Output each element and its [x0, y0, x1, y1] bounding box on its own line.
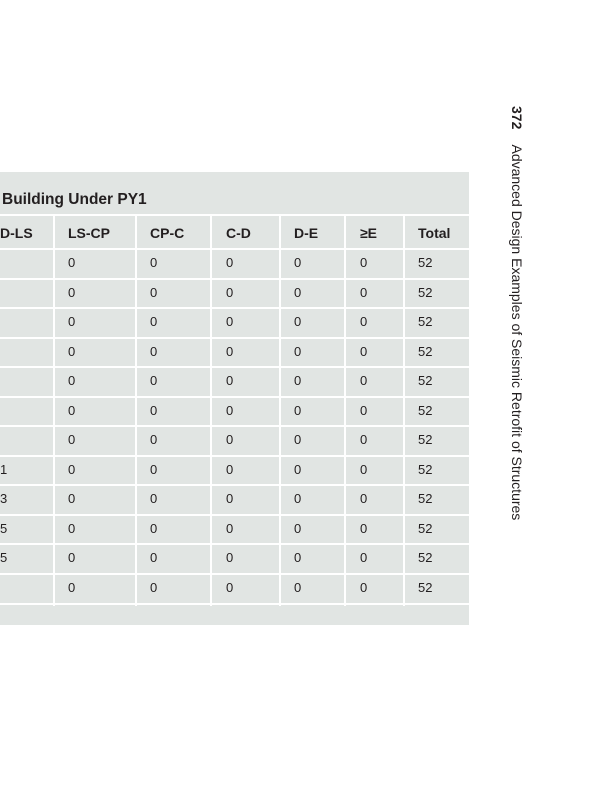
- column-header: C-D: [226, 225, 251, 241]
- table-cell: 0: [294, 491, 302, 506]
- table-cell: 0: [68, 579, 76, 595]
- table-cell: 0: [150, 579, 158, 595]
- row-divider: [0, 214, 469, 216]
- table-panel: [0, 172, 469, 625]
- table-cell: 52: [418, 284, 433, 300]
- table-cell: 0: [68, 550, 76, 565]
- table-cell: 0: [150, 461, 158, 477]
- table-cell: 0: [226, 579, 234, 595]
- table-cell: 0: [360, 432, 368, 447]
- column-header: Total: [418, 225, 451, 241]
- table-cell: 52: [418, 520, 433, 536]
- column-header: LS-CP: [68, 225, 110, 241]
- table-cell: 5: [0, 550, 8, 565]
- table-cell: 0: [294, 432, 302, 447]
- table-cell: 0: [360, 255, 368, 270]
- table-cell: 52: [418, 402, 433, 418]
- table-cell: 52: [418, 373, 433, 388]
- table-cell: 0: [360, 373, 368, 388]
- table-cell: 0: [68, 520, 76, 536]
- table-cell: 0: [150, 432, 158, 447]
- table-cell: 0: [294, 314, 302, 329]
- table-cell: 52: [418, 343, 433, 359]
- table-cell: 0: [294, 373, 302, 388]
- table-cell: 0: [68, 284, 76, 300]
- column-divider: [344, 214, 346, 606]
- table-cell: 0: [68, 491, 76, 506]
- table-cell: 52: [418, 314, 433, 329]
- table-cell: 0: [294, 255, 302, 270]
- table-cell: 0: [294, 579, 302, 595]
- table-cell: 0: [68, 461, 76, 477]
- table-cell: 0: [150, 314, 158, 329]
- table-cell: 0: [226, 491, 234, 506]
- table-cell: 52: [418, 461, 433, 477]
- table-cell: 0: [294, 284, 302, 300]
- table-cell: 0: [360, 343, 368, 359]
- table-cell: 0: [360, 550, 368, 565]
- column-header: D-LS: [0, 225, 33, 241]
- table-cell: 0: [226, 520, 234, 536]
- running-head: [507, 106, 527, 576]
- table-cell: 0: [150, 373, 158, 388]
- table-cell: 0: [150, 284, 158, 300]
- row-divider: [0, 603, 469, 605]
- data-table: [0, 214, 469, 606]
- table-cell: 52: [418, 550, 433, 565]
- column-header: D-E: [294, 225, 319, 241]
- table-cell: 0: [226, 255, 234, 270]
- table-cell: 0: [226, 432, 234, 447]
- table-caption: Building Under PY1: [2, 191, 147, 208]
- table-cell: 0: [226, 284, 234, 300]
- table-cell: 0: [150, 520, 158, 536]
- running-head-text: [507, 106, 527, 520]
- table-cell: 0: [226, 550, 234, 565]
- table-cell: 0: [360, 491, 368, 506]
- table-cell: 0: [360, 579, 368, 595]
- table-cell: 0: [360, 402, 368, 418]
- table-cell: 52: [418, 255, 433, 270]
- table-cell: 0: [294, 550, 302, 565]
- page-number: 372: [509, 106, 525, 130]
- table-cell: 0: [294, 343, 302, 359]
- table-cell: 0: [294, 520, 302, 536]
- table-cell: 0: [150, 491, 158, 506]
- column-divider: [135, 214, 137, 606]
- table-cell: 0: [68, 402, 76, 418]
- table-cell: 0: [68, 343, 76, 359]
- table-cell: 0: [360, 461, 368, 477]
- table-cell: 0: [68, 373, 76, 388]
- column-header: CP-C: [150, 225, 185, 241]
- table-cell: 52: [418, 579, 433, 595]
- column-divider: [53, 214, 55, 606]
- table-cell: 0: [294, 461, 302, 477]
- table-cell: 0: [360, 520, 368, 536]
- table-cell: 0: [226, 373, 234, 388]
- column-header: ≥E: [360, 225, 378, 241]
- table-cell: 0: [150, 550, 158, 565]
- table-cell: 0: [150, 343, 158, 359]
- book-title: Advanced Design Examples of Seismic Retrofit of Structures: [509, 144, 525, 521]
- column-divider: [210, 214, 212, 606]
- table-cell: 0: [150, 255, 158, 270]
- table-cell: 52: [418, 491, 433, 506]
- table-cell: 0: [226, 314, 234, 329]
- table-cell: 0: [226, 461, 234, 477]
- table-cell: 5: [0, 520, 8, 536]
- table-cell: 0: [360, 284, 368, 300]
- table-cell: 0: [360, 314, 368, 329]
- table-cell: 0: [294, 402, 302, 418]
- table-cell: 0: [226, 343, 234, 359]
- table-cell: 0: [68, 314, 76, 329]
- table-cell: 52: [418, 432, 433, 447]
- column-divider: [403, 214, 405, 606]
- table-cell: 0: [226, 402, 234, 418]
- table-cell: 1: [0, 461, 8, 477]
- table-cell: 0: [68, 255, 76, 270]
- column-divider: [279, 214, 281, 606]
- table-cell: 3: [0, 491, 8, 506]
- table-cell: 0: [150, 402, 158, 418]
- table-cell: 0: [68, 432, 76, 447]
